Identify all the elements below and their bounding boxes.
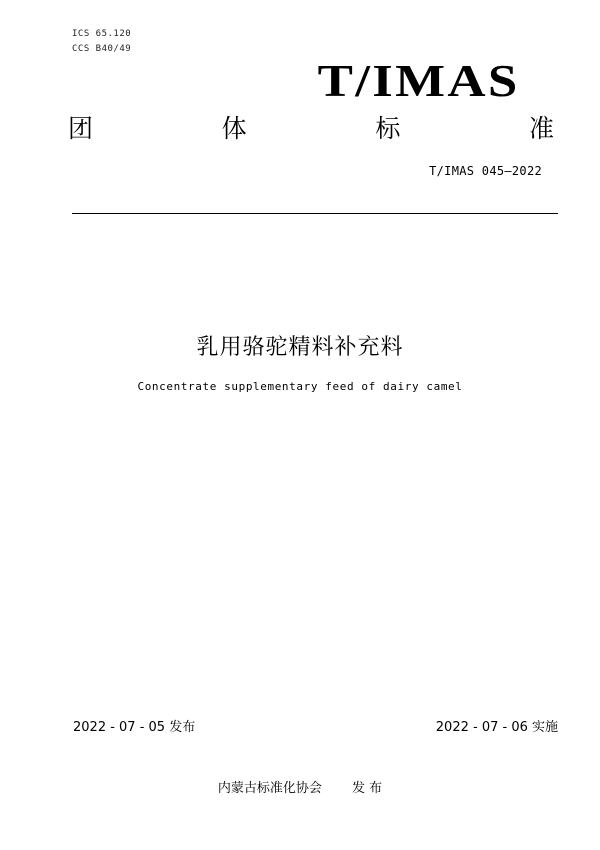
standard-type-char: 团	[68, 114, 94, 143]
ics-code: ICS 65.120	[72, 29, 132, 39]
publisher-name: 内蒙古标准化协会	[217, 781, 322, 796]
publisher-line	[0, 777, 600, 796]
document-title-english: Concentrate supplementary feed of dairy camel	[137, 380, 463, 393]
standard-type-char: 标	[375, 114, 401, 143]
standard-type-char: 体	[221, 114, 247, 143]
standard-type-char: 准	[528, 114, 554, 143]
standard-type-heading	[68, 116, 554, 141]
standard-org-mark: T/IMAS	[318, 55, 520, 106]
implementation-date: 2022 - 07 - 06 实施	[435, 720, 558, 735]
standard-number: T/IMAS 045—2022	[429, 164, 542, 178]
ccs-code: CCS B40/49	[72, 44, 132, 54]
document-title-chinese: 乳用骆驼精料补充料	[196, 335, 404, 360]
header-divider	[72, 213, 558, 214]
issue-date: 2022 - 07 - 05 发布	[73, 720, 196, 735]
publish-action: 发 布	[351, 781, 383, 796]
